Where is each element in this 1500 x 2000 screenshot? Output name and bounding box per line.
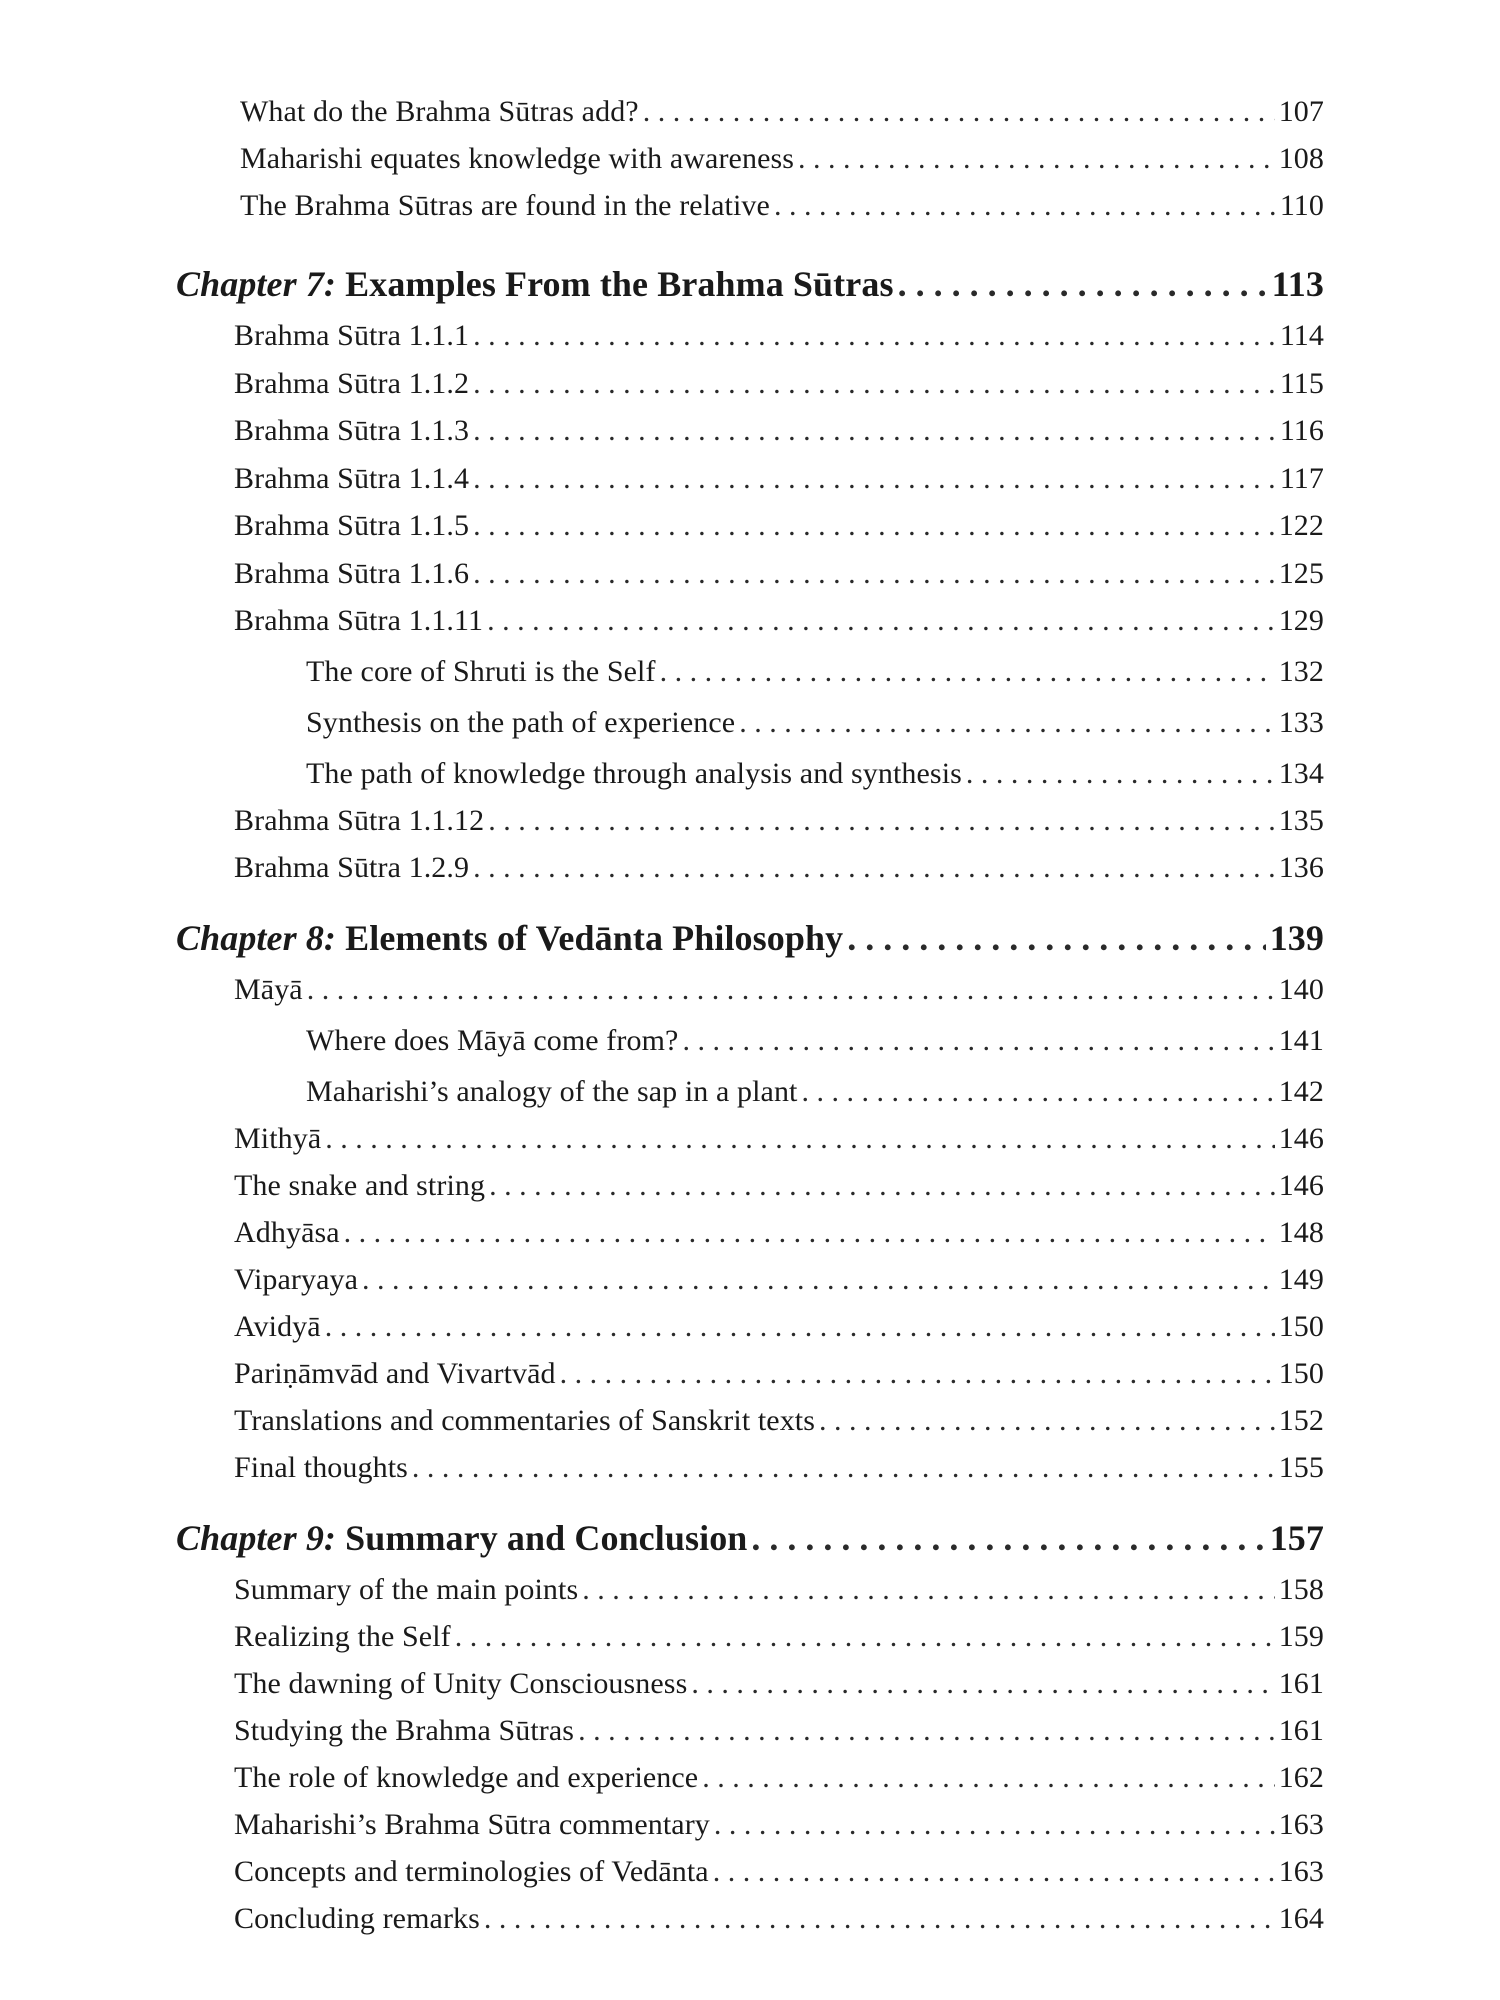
toc-entry-title: Where does Māyā come from?	[306, 1024, 679, 1057]
toc-subentry[interactable]	[306, 706, 1324, 740]
dot-leader	[714, 1808, 1275, 1842]
toc-entry-page: 162	[1278, 1761, 1324, 1794]
toc-entry-title: Concepts and terminologies of Vedānta	[234, 1855, 709, 1888]
toc-entry-title: The core of Shruti is the Self	[306, 655, 656, 688]
dot-leader	[898, 263, 1268, 305]
toc-entry-title: Adhyāsa	[234, 1216, 340, 1249]
toc-entry[interactable]	[234, 1216, 1324, 1250]
toc-entry-page: 146	[1278, 1169, 1324, 1202]
toc-entry[interactable]	[234, 1451, 1324, 1485]
toc-entry-title: Translations and commentaries of Sanskrit texts	[234, 1404, 816, 1437]
toc-chapter-heading[interactable]	[176, 917, 1324, 959]
toc-entry[interactable]	[234, 509, 1324, 543]
toc-entry-title: Brahma Sūtra 1.1.5	[234, 509, 470, 542]
toc-entry[interactable]	[240, 142, 1324, 176]
toc-entry-title: Studying the Brahma Sūtras	[234, 1714, 575, 1747]
toc-subentry[interactable]	[306, 757, 1324, 791]
toc-entry-title: Brahma Sūtra 1.1.1	[234, 319, 470, 352]
toc-entry-page: 115	[1279, 367, 1324, 400]
toc-entry[interactable]	[240, 189, 1324, 223]
toc-entry-page: 152	[1278, 1404, 1324, 1437]
toc-subentry[interactable]	[306, 1075, 1324, 1109]
toc-chapter-heading[interactable]	[176, 263, 1324, 305]
dot-leader	[362, 1263, 1275, 1297]
dot-leader	[702, 1761, 1274, 1795]
dot-leader	[691, 1667, 1274, 1701]
toc-entry-page: 149	[1278, 1263, 1324, 1296]
toc-entry-title: Brahma Sūtra 1.1.6	[234, 557, 470, 590]
dot-leader	[801, 1075, 1274, 1109]
dot-leader	[660, 655, 1275, 689]
toc-entry-page: 159	[1278, 1620, 1324, 1653]
toc-entry[interactable]	[240, 95, 1324, 129]
toc-entry-page: 110	[1279, 189, 1324, 222]
toc-entry-title: What do the Brahma Sūtras add?	[240, 95, 639, 128]
dot-leader	[819, 1404, 1275, 1438]
toc-entry-title: The snake and string	[234, 1169, 486, 1202]
dot-leader	[473, 367, 1276, 401]
dot-leader	[966, 757, 1275, 791]
toc-entry-title: Maharishi’s analogy of the sap in a plant	[306, 1075, 798, 1108]
dot-leader	[307, 973, 1275, 1007]
dot-leader	[484, 1902, 1275, 1936]
dot-leader	[473, 851, 1275, 885]
toc-entry-title: The path of knowledge through analysis and synthesis	[306, 757, 962, 790]
toc-subentry[interactable]	[306, 1024, 1324, 1058]
toc-entry-page: 163	[1278, 1808, 1324, 1841]
toc-entry[interactable]	[234, 1573, 1324, 1607]
toc-entry-page: 146	[1278, 1122, 1324, 1155]
dot-leader	[487, 604, 1275, 638]
toc-chapter-page: 157	[1269, 1518, 1324, 1558]
toc-entry[interactable]	[234, 973, 1324, 1007]
toc-entry-page: 136	[1278, 851, 1324, 884]
toc-entry-page: 122	[1278, 509, 1324, 542]
dot-leader	[643, 95, 1275, 129]
chapter-name: Examples From the Brahma Sūtras	[345, 264, 894, 304]
toc-entry-page: 141	[1278, 1024, 1324, 1057]
toc-entry[interactable]	[234, 1902, 1324, 1936]
dot-leader	[489, 1169, 1275, 1203]
toc-entry-title: Brahma Sūtra 1.1.4	[234, 462, 470, 495]
toc-entry-title: Concluding remarks	[234, 1902, 480, 1935]
toc-entry-page: 163	[1278, 1855, 1324, 1888]
toc-entry[interactable]	[234, 1357, 1324, 1391]
toc-entry[interactable]	[234, 804, 1324, 838]
dot-leader	[751, 1517, 1265, 1559]
dot-leader	[682, 1024, 1274, 1058]
chapter-label: Chapter 8:	[176, 918, 337, 958]
dot-leader	[455, 1620, 1275, 1654]
toc-entry-page: 107	[1278, 95, 1324, 128]
dot-leader	[847, 917, 1265, 959]
toc-chapter-title	[176, 1517, 747, 1559]
toc-entry[interactable]	[234, 414, 1324, 448]
toc-entry-title: Maharishi equates knowledge with awareness	[240, 142, 795, 175]
toc-entry-title: Māyā	[234, 973, 303, 1006]
toc-entry-page: 155	[1278, 1451, 1324, 1484]
toc-entry-page: 150	[1278, 1310, 1324, 1343]
dot-leader	[578, 1714, 1275, 1748]
toc-entry-page: 135	[1278, 804, 1324, 837]
toc-entry-title: Final thoughts	[234, 1451, 408, 1484]
dot-leader	[488, 804, 1274, 838]
toc-entry-page: 164	[1278, 1902, 1324, 1935]
toc-entry[interactable]	[234, 1122, 1324, 1156]
toc-entry-page: 132	[1278, 655, 1324, 688]
toc-entry-page: 114	[1279, 319, 1324, 352]
toc-entry-page: 129	[1278, 604, 1324, 637]
toc-entry[interactable]	[234, 1310, 1324, 1344]
dot-leader	[473, 462, 1276, 496]
toc-entry-page: 142	[1278, 1075, 1324, 1108]
toc-entry-title: Summary of the main points	[234, 1573, 579, 1606]
chapter-label: Chapter 7:	[176, 264, 337, 304]
toc-entry[interactable]	[234, 604, 1324, 638]
dot-leader	[713, 1855, 1275, 1889]
toc-entry-title: The dawning of Unity Consciousness	[234, 1667, 688, 1700]
toc-entry-page: 161	[1278, 1714, 1324, 1747]
toc-entry-title: Brahma Sūtra 1.1.12	[234, 804, 485, 837]
toc-entry-title: Pariṇāmvād and Vivartvād	[234, 1357, 556, 1390]
toc-entry[interactable]	[234, 1808, 1324, 1842]
dot-leader	[473, 557, 1275, 591]
toc-entry-title: Maharishi’s Brahma Sūtra commentary	[234, 1808, 710, 1841]
chapter-name: Elements of Vedānta Philosophy	[345, 918, 844, 958]
dot-leader	[774, 189, 1276, 223]
toc-entry-page: 158	[1278, 1573, 1324, 1606]
toc-entry[interactable]	[234, 557, 1324, 591]
toc-entry-page: 150	[1278, 1357, 1324, 1390]
toc-entry-page: 161	[1278, 1667, 1324, 1700]
dot-leader	[473, 509, 1275, 543]
toc-entry-page: 133	[1278, 706, 1324, 739]
toc-entry-page: 108	[1278, 142, 1324, 175]
toc-entry-title: Brahma Sūtra 1.1.11	[234, 604, 484, 637]
dot-leader	[412, 1451, 1275, 1485]
toc-entry-title: Viparyaya	[234, 1263, 359, 1296]
dot-leader	[325, 1122, 1274, 1156]
dot-leader	[798, 142, 1275, 176]
toc-entry-title: Avidyā	[234, 1310, 321, 1343]
dot-leader	[473, 414, 1276, 448]
toc-entry-title: Mithyā	[234, 1122, 322, 1155]
toc-entry-page: 148	[1278, 1216, 1324, 1249]
toc-entry-title: The Brahma Sūtras are found in the relative	[240, 189, 770, 222]
toc-entry[interactable]	[234, 1169, 1324, 1203]
toc-entry-page: 117	[1279, 462, 1324, 495]
dot-leader	[325, 1310, 1275, 1344]
chapter-name: Summary and Conclusion	[345, 1518, 748, 1558]
dot-leader	[473, 319, 1276, 353]
toc-entry-title: Brahma Sūtra 1.2.9	[234, 851, 470, 884]
dot-leader	[344, 1216, 1275, 1250]
toc-entry-title: Brahma Sūtra 1.1.3	[234, 414, 470, 447]
toc-chapter-title	[176, 917, 843, 959]
toc-entry-title: Realizing the Self	[234, 1620, 451, 1653]
toc-entry[interactable]	[234, 1855, 1324, 1889]
toc-entry[interactable]	[234, 462, 1324, 496]
dot-leader	[560, 1357, 1275, 1391]
toc-subentry[interactable]	[306, 655, 1324, 689]
toc-entry[interactable]	[234, 1263, 1324, 1297]
toc-entry-page: 116	[1279, 414, 1324, 447]
toc-entry-title: The role of knowledge and experience	[234, 1761, 699, 1794]
toc-entry[interactable]	[234, 1620, 1324, 1654]
toc-entry[interactable]	[234, 1404, 1324, 1438]
toc-entry[interactable]	[234, 319, 1324, 353]
toc-chapter-title	[176, 263, 894, 305]
toc-entry[interactable]	[234, 1667, 1324, 1701]
toc-entry[interactable]	[234, 1714, 1324, 1748]
toc-chapter-heading[interactable]	[176, 1517, 1324, 1559]
toc-entry-page: 140	[1278, 973, 1324, 1006]
toc-chapter-page: 139	[1269, 918, 1324, 958]
dot-leader	[582, 1573, 1274, 1607]
toc-entry-title: Synthesis on the path of experience	[306, 706, 736, 739]
toc-entry[interactable]	[234, 1761, 1324, 1795]
toc-entry[interactable]	[234, 367, 1324, 401]
chapter-label: Chapter 9:	[176, 1518, 337, 1558]
toc-entry-page: 125	[1278, 557, 1324, 590]
toc-chapter-page: 113	[1271, 264, 1324, 304]
toc-entry[interactable]	[234, 851, 1324, 885]
dot-leader	[739, 706, 1274, 740]
toc-entry-page: 134	[1278, 757, 1324, 790]
toc-entry-title: Brahma Sūtra 1.1.2	[234, 367, 470, 400]
